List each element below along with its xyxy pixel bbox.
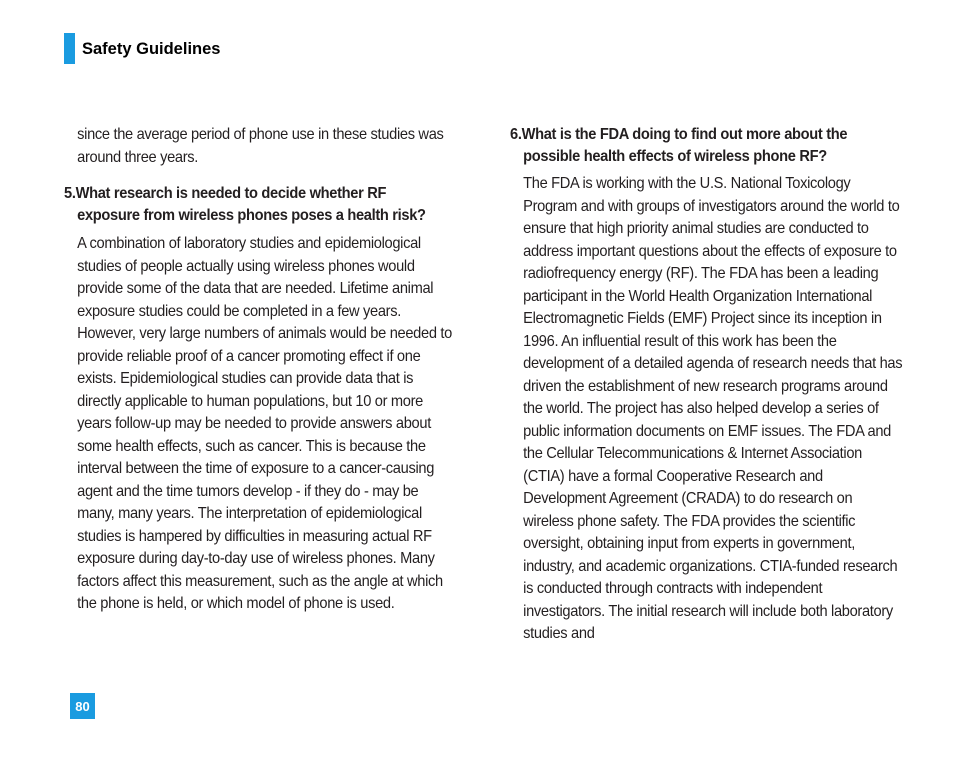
page-number-badge: 80	[70, 693, 95, 719]
section-title: Safety Guidelines	[82, 40, 221, 58]
header-accent-bar	[64, 33, 75, 64]
question-6-line-1: What is the FDA doing to find out more about the	[521, 126, 848, 143]
question-5-number: 5.	[64, 185, 76, 202]
question-5-heading	[64, 183, 459, 227]
question-5-line-1: What research is needed to decide whether RF	[75, 185, 387, 202]
continuation-paragraph: since the average period of phone use in these studies was around three years.	[77, 126, 444, 166]
question-6-heading	[510, 124, 905, 168]
question-5-line-2: exposure from wireless phones poses a health risk?	[77, 207, 426, 224]
question-6-number: 6.	[510, 126, 522, 143]
question-6-line-2: possible health effects of wireless phone RF?	[523, 148, 827, 165]
question-5-answer: A combination of laboratory studies and epidemiological studies of people actually using wireless phones would provide some of the data that are needed. Lifetime animal exposure studies could be completed in a few years. However, very large numbers of animals would be needed to provide reliable proof of a cancer promoting effect if one exists. Epidemiological studies can provide data that is directly applicable to human populations, but 10 or more years follow-up may be needed to provide answers about some health effects, such as cancer. This is because the interval between the time of exposure to a cancer-causing agent and the time tumors develop - if they do - may be many, many years. The interpretation of epidemiological studies is hampered by difficulties in measuring actual RF exposure during day-to-day use of wireless phones. Many factors affect this measurement, such as the angle at which the phone is held, or which model of phone is used.	[77, 235, 452, 612]
question-6-answer: The FDA is working with the U.S. National Toxicology Program and with groups of investigators around the world to ensure that high priority animal studies are conducted to address important questions about the effects of exposure to radiofrequency energy (RF). The FDA has been a leading participant in the World Health Organization International Electromagnetic Fields (EMF) Project since its inception in 1996. An influential result of this work has been the development of a detailed agenda of research needs that has driven the establishment of new research programs around the world. The project has also helped develop a series of public information documents on EMF issues. The FDA and the Cellular Telecommunications & Internet Association (CTIA) have a formal Cooperative Research and Development Agreement (CRADA) to do research on wireless phone safety. The FDA provides the scientific oversight, obtaining input from experts in government, industry, and academic organizations. CTIA-funded research is conducted through contracts with independent investigators. The initial research will include both laboratory studies and	[523, 175, 903, 642]
right-column	[510, 124, 905, 646]
left-column	[64, 124, 459, 616]
